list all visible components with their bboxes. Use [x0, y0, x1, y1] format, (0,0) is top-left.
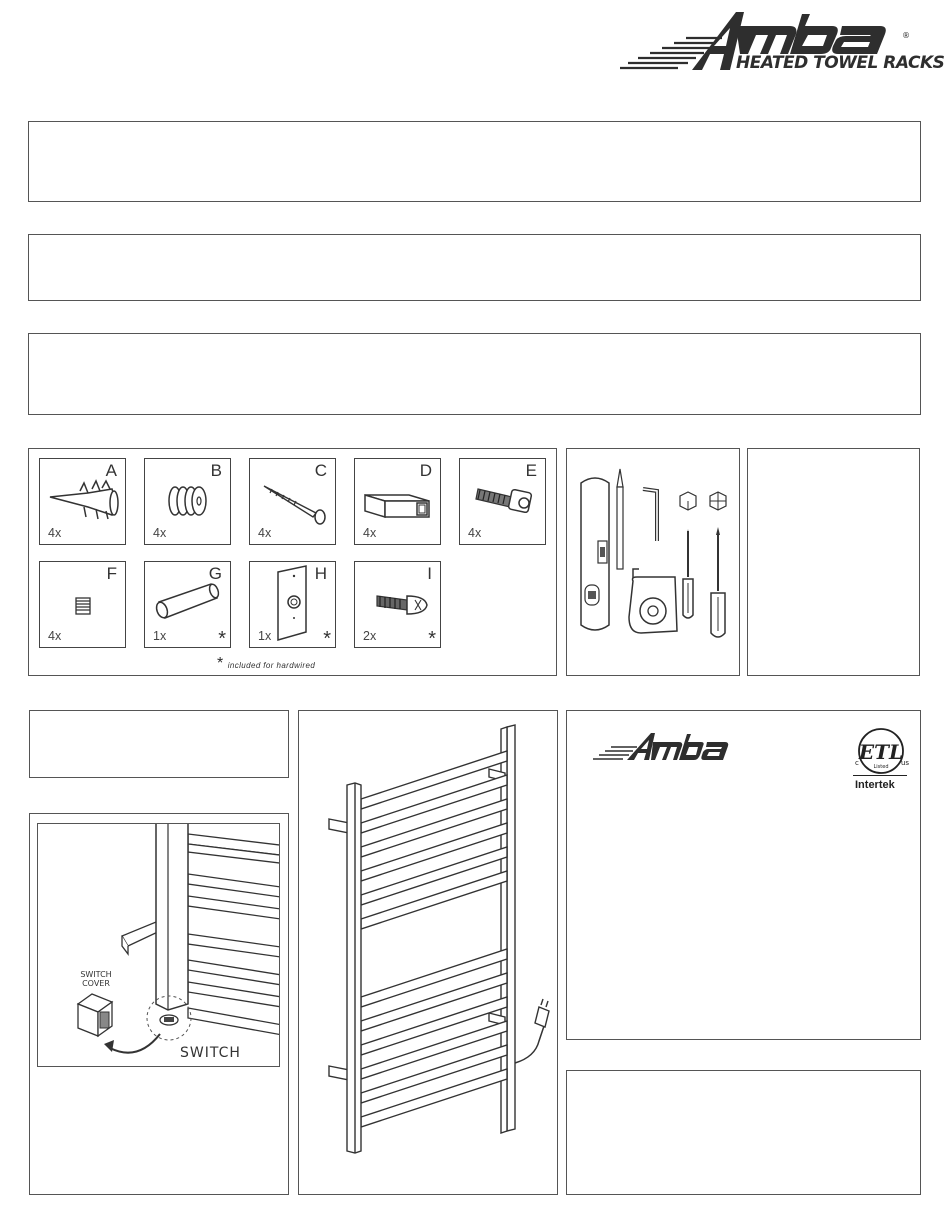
- hardwired-asterisk: *: [323, 628, 331, 650]
- flathead-screwdriver-icon: [683, 529, 693, 618]
- etl-text: ETL: [858, 740, 904, 764]
- towel-rack-illustration: [299, 711, 557, 1194]
- phillips-bit-icon: [710, 492, 726, 510]
- part-quantity: 2x: [363, 629, 377, 643]
- part-b: [144, 458, 231, 545]
- hardwired-asterisk: *: [428, 628, 436, 650]
- instruction-box-2: [28, 234, 921, 301]
- svg-text:Listed: Listed: [873, 764, 889, 770]
- part-quantity: 1x: [258, 629, 272, 643]
- parts-panel: [28, 448, 557, 676]
- part-quantity: 4x: [48, 526, 62, 540]
- part-e: [459, 458, 546, 545]
- svg-text:c: c: [855, 759, 859, 767]
- etl-listed-mark: [851, 723, 911, 783]
- certification-panel: [566, 710, 921, 1040]
- part-quantity: 4x: [363, 526, 377, 540]
- part-c: [249, 458, 336, 545]
- intertek-label: Intertek: [855, 779, 895, 791]
- hardwired-note: [217, 655, 315, 673]
- registered-mark: ®: [902, 31, 910, 40]
- switch-cover-line2: COVER: [82, 979, 110, 988]
- note-text: included for hardwired: [227, 661, 316, 670]
- tools-panel: [566, 448, 740, 676]
- part-quantity: 4x: [153, 526, 167, 540]
- allen-key-icon: [643, 489, 657, 541]
- part-letter: H: [314, 564, 327, 583]
- part-i: [354, 561, 441, 648]
- brand-logo: [618, 8, 945, 78]
- part-f: [39, 561, 126, 648]
- part-letter: I: [427, 564, 432, 583]
- tools-notes-box: [747, 448, 920, 676]
- switch-cover-label: [74, 970, 118, 988]
- part-quantity: 4x: [468, 526, 482, 540]
- part-letter: G: [208, 564, 222, 583]
- switch-diagram: [37, 823, 280, 1067]
- switch-notes-box: [29, 710, 289, 778]
- instruction-box-1: [28, 121, 921, 202]
- part-letter: A: [105, 461, 117, 480]
- svg-text:us: us: [901, 759, 910, 767]
- part-quantity: 4x: [258, 526, 272, 540]
- intertek-divider: [853, 775, 907, 776]
- etl-circle-icon: [851, 723, 911, 783]
- switch-panel: [29, 813, 289, 1195]
- logo-tagline: HEATED TOWEL RACKS: [736, 53, 945, 73]
- part-a: [39, 458, 126, 545]
- part-letter: E: [525, 461, 537, 480]
- switch-diagram-illustration: [38, 824, 280, 1067]
- note-asterisk: *: [217, 655, 224, 672]
- part-letter: F: [106, 564, 117, 583]
- towel-rack-panel: [298, 710, 558, 1195]
- tools-illustration: [567, 449, 739, 675]
- amba-small-logo: [593, 729, 743, 769]
- part-quantity: 1x: [153, 629, 167, 643]
- part-letter: C: [314, 461, 327, 480]
- pencil-icon: [617, 469, 623, 569]
- part-d: [354, 458, 441, 545]
- tape-measure-icon: [629, 569, 677, 633]
- part-letter: B: [210, 461, 222, 480]
- part-quantity: 4x: [48, 629, 62, 643]
- switch-cover-line1: SWITCH: [80, 970, 112, 979]
- switch-label: SWITCH: [180, 1045, 241, 1061]
- hardwired-asterisk: *: [218, 628, 226, 650]
- phillips-screwdriver-icon: [711, 527, 725, 637]
- hex-bit-icon: [680, 492, 696, 510]
- part-g: [144, 561, 231, 648]
- part-h: [249, 561, 336, 648]
- instruction-box-3: [28, 333, 921, 415]
- bottom-notes-box: [566, 1070, 921, 1195]
- part-letter: D: [419, 461, 432, 480]
- level-icon: [581, 478, 609, 630]
